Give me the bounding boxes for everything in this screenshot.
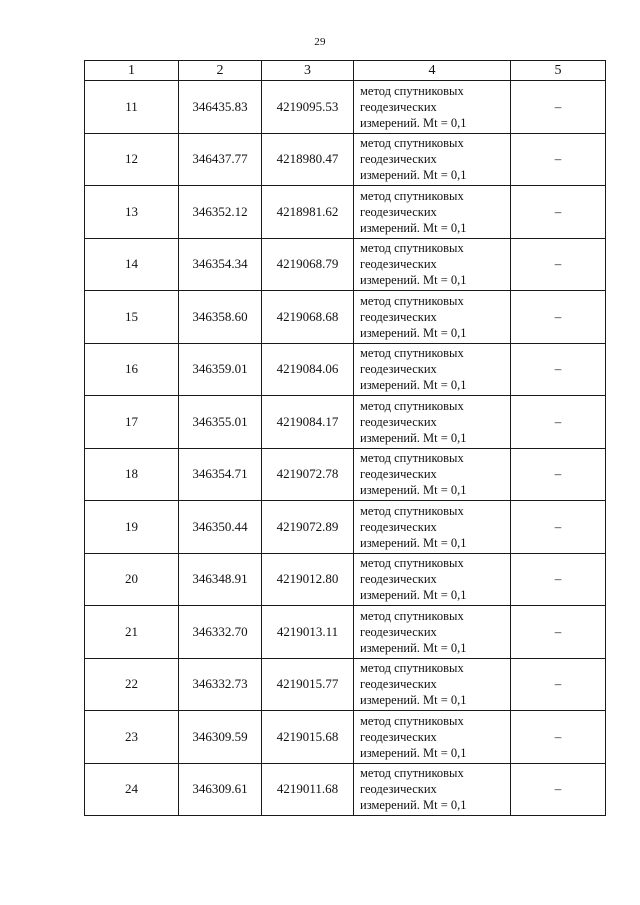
method-text-line: геодезических bbox=[360, 309, 437, 324]
note-cell: – bbox=[511, 553, 606, 606]
method-text-line: метод спутниковых bbox=[360, 293, 464, 308]
method-text-line: геодезических bbox=[360, 572, 437, 587]
x-coordinate-cell: 346352.12 bbox=[179, 186, 262, 239]
method-text-line: геодезических bbox=[360, 152, 437, 167]
method-text-line: измерений. Mt = 0,1 bbox=[360, 640, 467, 655]
method-cell bbox=[354, 291, 511, 344]
method-text-line: геодезических bbox=[360, 414, 437, 429]
y-coordinate-cell: 4219095.53 bbox=[262, 81, 354, 134]
method-text-line: геодезических bbox=[360, 362, 437, 377]
point-number-cell: 18 bbox=[85, 448, 179, 501]
y-coordinate-cell: 4219013.11 bbox=[262, 606, 354, 659]
x-coordinate-cell: 346309.61 bbox=[179, 763, 262, 816]
note-cell: – bbox=[511, 501, 606, 554]
method-text-line: измерений. Mt = 0,1 bbox=[360, 693, 467, 708]
method-cell bbox=[354, 658, 511, 711]
method-text-line: метод спутниковых bbox=[360, 766, 464, 781]
method-text-line: геодезических bbox=[360, 729, 437, 744]
table-row bbox=[85, 501, 606, 554]
table-row bbox=[85, 343, 606, 396]
method-text-line: геодезических bbox=[360, 519, 437, 534]
method-text-line: геодезических bbox=[360, 677, 437, 692]
note-cell: – bbox=[511, 606, 606, 659]
point-number-cell: 13 bbox=[85, 186, 179, 239]
x-coordinate-cell: 346354.71 bbox=[179, 448, 262, 501]
point-number-cell: 24 bbox=[85, 763, 179, 816]
y-coordinate-cell: 4219084.17 bbox=[262, 396, 354, 449]
method-text-line: измерений. Mt = 0,1 bbox=[360, 168, 467, 183]
note-cell: – bbox=[511, 133, 606, 186]
method-text-line: геодезических bbox=[360, 624, 437, 639]
x-coordinate-cell: 346354.34 bbox=[179, 238, 262, 291]
method-text-line: метод спутниковых bbox=[360, 83, 464, 98]
method-text-line: метод спутниковых bbox=[360, 136, 464, 151]
method-text-line: измерений. Mt = 0,1 bbox=[360, 115, 467, 130]
table-row bbox=[85, 186, 606, 239]
y-coordinate-cell: 4219072.89 bbox=[262, 501, 354, 554]
method-text-line: измерений. Mt = 0,1 bbox=[360, 483, 467, 498]
note-cell: – bbox=[511, 763, 606, 816]
method-text-line: геодезических bbox=[360, 257, 437, 272]
column-header-note: 5 bbox=[511, 61, 606, 81]
table-row bbox=[85, 81, 606, 134]
column-header-number: 1 bbox=[85, 61, 179, 81]
point-number-cell: 12 bbox=[85, 133, 179, 186]
y-coordinate-cell: 4218981.62 bbox=[262, 186, 354, 239]
table-row bbox=[85, 396, 606, 449]
y-coordinate-cell: 4219068.68 bbox=[262, 291, 354, 344]
method-text-line: метод спутниковых bbox=[360, 188, 464, 203]
table-row bbox=[85, 133, 606, 186]
method-text-line: метод спутниковых bbox=[360, 556, 464, 571]
method-cell bbox=[354, 81, 511, 134]
point-number-cell: 16 bbox=[85, 343, 179, 396]
point-number-cell: 22 bbox=[85, 658, 179, 711]
method-text-line: измерений. Mt = 0,1 bbox=[360, 535, 467, 550]
method-text-line: измерений. Mt = 0,1 bbox=[360, 378, 467, 393]
table-row bbox=[85, 553, 606, 606]
note-cell: – bbox=[511, 658, 606, 711]
method-text-line: геодезических bbox=[360, 99, 437, 114]
column-header-x: 2 bbox=[179, 61, 262, 81]
point-number-cell: 23 bbox=[85, 711, 179, 764]
x-coordinate-cell: 346358.60 bbox=[179, 291, 262, 344]
y-coordinate-cell: 4219072.78 bbox=[262, 448, 354, 501]
point-number-cell: 11 bbox=[85, 81, 179, 134]
y-coordinate-cell: 4218980.47 bbox=[262, 133, 354, 186]
note-cell: – bbox=[511, 711, 606, 764]
method-text-line: измерений. Mt = 0,1 bbox=[360, 430, 467, 445]
method-cell bbox=[354, 396, 511, 449]
x-coordinate-cell: 346348.91 bbox=[179, 553, 262, 606]
coordinates-table bbox=[84, 60, 606, 816]
table-row bbox=[85, 291, 606, 344]
method-text-line: метод спутниковых bbox=[360, 503, 464, 518]
point-number-cell: 21 bbox=[85, 606, 179, 659]
method-cell bbox=[354, 763, 511, 816]
table-row bbox=[85, 711, 606, 764]
method-text-line: метод спутниковых bbox=[360, 713, 464, 728]
point-number-cell: 19 bbox=[85, 501, 179, 554]
table-row bbox=[85, 448, 606, 501]
table-header-row bbox=[85, 61, 606, 81]
y-coordinate-cell: 4219015.77 bbox=[262, 658, 354, 711]
point-number-cell: 15 bbox=[85, 291, 179, 344]
note-cell: – bbox=[511, 81, 606, 134]
table-row bbox=[85, 763, 606, 816]
note-cell: – bbox=[511, 448, 606, 501]
method-cell bbox=[354, 186, 511, 239]
method-text-line: геодезических bbox=[360, 782, 437, 797]
x-coordinate-cell: 346359.01 bbox=[179, 343, 262, 396]
method-text-line: измерений. Mt = 0,1 bbox=[360, 273, 467, 288]
method-text-line: измерений. Mt = 0,1 bbox=[360, 798, 467, 813]
point-number-cell: 14 bbox=[85, 238, 179, 291]
method-cell bbox=[354, 448, 511, 501]
column-header-y: 3 bbox=[262, 61, 354, 81]
point-number-cell: 17 bbox=[85, 396, 179, 449]
table-row bbox=[85, 238, 606, 291]
method-text-line: метод спутниковых bbox=[360, 241, 464, 256]
method-text-line: метод спутниковых bbox=[360, 398, 464, 413]
method-cell bbox=[354, 553, 511, 606]
x-coordinate-cell: 346350.44 bbox=[179, 501, 262, 554]
table-body bbox=[85, 81, 606, 816]
y-coordinate-cell: 4219012.80 bbox=[262, 553, 354, 606]
method-cell bbox=[354, 606, 511, 659]
method-cell bbox=[354, 343, 511, 396]
method-text-line: метод спутниковых bbox=[360, 346, 464, 361]
y-coordinate-cell: 4219068.79 bbox=[262, 238, 354, 291]
note-cell: – bbox=[511, 186, 606, 239]
x-coordinate-cell: 346332.73 bbox=[179, 658, 262, 711]
method-cell bbox=[354, 711, 511, 764]
table-row bbox=[85, 606, 606, 659]
page-number: 29 bbox=[314, 36, 326, 48]
column-header-method: 4 bbox=[354, 61, 511, 81]
method-text-line: геодезических bbox=[360, 204, 437, 219]
method-text-line: метод спутниковых bbox=[360, 608, 464, 623]
x-coordinate-cell: 346332.70 bbox=[179, 606, 262, 659]
method-text-line: геодезических bbox=[360, 467, 437, 482]
method-text-line: измерений. Mt = 0,1 bbox=[360, 220, 467, 235]
method-text-line: измерений. Mt = 0,1 bbox=[360, 588, 467, 603]
note-cell: – bbox=[511, 238, 606, 291]
y-coordinate-cell: 4219015.68 bbox=[262, 711, 354, 764]
x-coordinate-cell: 346435.83 bbox=[179, 81, 262, 134]
note-cell: – bbox=[511, 291, 606, 344]
method-text-line: метод спутниковых bbox=[360, 661, 464, 676]
method-cell bbox=[354, 238, 511, 291]
y-coordinate-cell: 4219084.06 bbox=[262, 343, 354, 396]
x-coordinate-cell: 346309.59 bbox=[179, 711, 262, 764]
method-cell bbox=[354, 501, 511, 554]
x-coordinate-cell: 346437.77 bbox=[179, 133, 262, 186]
table-row bbox=[85, 658, 606, 711]
method-text-line: измерений. Mt = 0,1 bbox=[360, 745, 467, 760]
method-text-line: метод спутниковых bbox=[360, 451, 464, 466]
note-cell: – bbox=[511, 343, 606, 396]
x-coordinate-cell: 346355.01 bbox=[179, 396, 262, 449]
method-cell bbox=[354, 133, 511, 186]
note-cell: – bbox=[511, 396, 606, 449]
y-coordinate-cell: 4219011.68 bbox=[262, 763, 354, 816]
method-text-line: измерений. Mt = 0,1 bbox=[360, 325, 467, 340]
point-number-cell: 20 bbox=[85, 553, 179, 606]
